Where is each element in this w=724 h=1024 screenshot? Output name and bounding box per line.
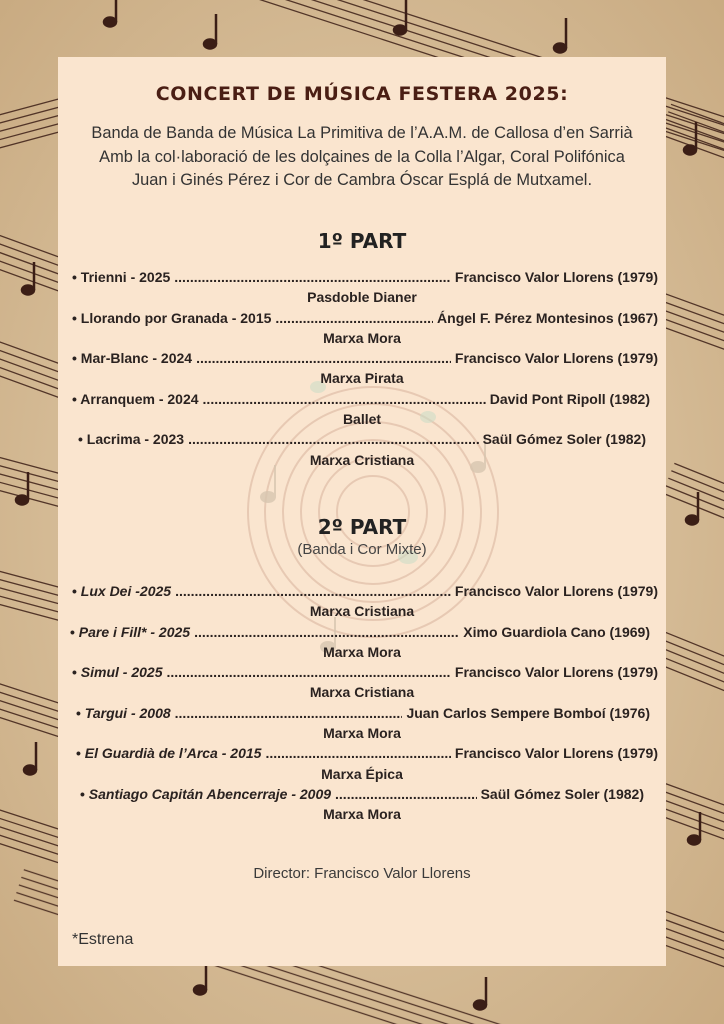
intro-line: Amb la col·laboració de les dolçaines de la Colla l’Algar, Coral Polifónica bbox=[99, 147, 625, 166]
composer: Saül Gómez Soler (1982) bbox=[482, 431, 646, 448]
piece-style: Marxa Mora bbox=[323, 643, 401, 660]
composer: Saül Gómez Soler (1982) bbox=[480, 785, 644, 802]
piece-title: • Mar-Blanc - 2024 bbox=[72, 350, 193, 367]
piece-title: • Llorando por Granada - 2015 bbox=[72, 309, 272, 326]
dot-leader bbox=[275, 310, 433, 326]
bullet: • bbox=[76, 704, 81, 721]
piece-style: Marxa Mora bbox=[323, 725, 401, 742]
piece-style: Marxa Épica bbox=[321, 765, 403, 782]
piece-title: Targui - 2008 bbox=[84, 704, 171, 721]
piece-style: Marxa Mora bbox=[323, 329, 401, 346]
program-entry bbox=[66, 624, 658, 644]
part-2-subtitle: (Banda i Cor Mixte) bbox=[297, 541, 427, 558]
program-entry bbox=[66, 310, 658, 330]
piece-title: El Guardià de l’Arca - 2015 bbox=[84, 745, 262, 762]
dot-leader bbox=[203, 391, 486, 407]
piece-style: Ballet bbox=[342, 411, 382, 428]
composer: Ángel F. Pérez Montesinos (1967) bbox=[437, 309, 658, 326]
bullet: • bbox=[80, 785, 85, 802]
part-1-program bbox=[66, 269, 658, 472]
composer: David Pont Ripoll (1982) bbox=[489, 390, 650, 407]
program-entry bbox=[66, 745, 658, 765]
bullet: • bbox=[76, 745, 81, 762]
piece-title: • Lacrima - 2023 bbox=[78, 431, 185, 448]
dot-leader bbox=[174, 269, 451, 285]
part-2-program bbox=[66, 583, 658, 827]
intro-line: Juan i Ginés Pérez i Cor de Cambra Óscar Esplá de Mutxamel. bbox=[131, 171, 593, 189]
part-2-title: 2º PART bbox=[317, 515, 407, 539]
composer: Francisco Valor Llorens (1979) bbox=[454, 664, 658, 681]
composer: Francisco Valor Llorens (1979) bbox=[454, 745, 658, 762]
program-entry bbox=[66, 391, 658, 411]
program-entry bbox=[66, 705, 658, 725]
dot-leader bbox=[335, 786, 477, 802]
bullet: • bbox=[72, 583, 77, 599]
dot-leader bbox=[175, 583, 451, 599]
composer: Juan Carlos Sempere Bomboí (1976) bbox=[406, 704, 650, 721]
composer: Francisco Valor Llorens (1979) bbox=[454, 350, 658, 367]
piece-style: Pasdoble Dianer bbox=[307, 289, 417, 306]
director-credit: Director: Francisco Valor Llorens bbox=[253, 865, 471, 882]
piece-title: • Arranquem - 2024 bbox=[72, 390, 199, 407]
piece-title: Simul - 2025 bbox=[80, 664, 163, 681]
piece-style: Marxa Cristiana bbox=[309, 684, 415, 701]
dot-leader bbox=[188, 431, 479, 447]
piece-style: Marxa Cristiana bbox=[309, 603, 415, 620]
program-entry bbox=[66, 350, 658, 370]
intro-text bbox=[58, 122, 666, 193]
bullet: • bbox=[70, 623, 75, 640]
dot-leader bbox=[194, 624, 459, 640]
premiere-footnote: *Estrena bbox=[72, 931, 134, 948]
piece-title: • Trienni - 2025 bbox=[72, 269, 171, 285]
composer: Francisco Valor Llorens (1979) bbox=[454, 583, 658, 599]
program-entry bbox=[66, 269, 658, 289]
composer: Ximo Guardiola Cano (1969) bbox=[463, 623, 650, 640]
bullet: • bbox=[72, 664, 77, 681]
dot-leader bbox=[167, 664, 451, 680]
program-entry bbox=[66, 786, 658, 806]
concert-title: CONCERT DE MÚSICA FESTERA 2025: bbox=[155, 83, 569, 105]
piece-style: Marxa Cristiana bbox=[309, 451, 415, 468]
piece-style: Marxa Mora bbox=[323, 806, 401, 823]
composer: Francisco Valor Llorens (1979) bbox=[454, 269, 658, 285]
dot-leader bbox=[265, 745, 450, 761]
piece-title: Santiago Capitán Abencerraje - 2009 bbox=[88, 785, 332, 802]
dot-leader bbox=[196, 350, 451, 366]
piece-title: Pare i Fill* - 2025 bbox=[78, 623, 191, 640]
dot-leader bbox=[175, 705, 403, 721]
piece-title: Lux Dei -2025 bbox=[80, 583, 172, 599]
intro-line: Banda de Banda de Música La Primitiva de l’A.A.M. de Callosa d’en Sarrià bbox=[91, 124, 633, 142]
part-1-title: 1º PART bbox=[317, 229, 407, 253]
piece-style: Marxa Pirata bbox=[320, 370, 404, 387]
program-entry bbox=[66, 431, 658, 451]
program-card bbox=[58, 57, 666, 966]
program-entry bbox=[66, 664, 658, 684]
program-entry bbox=[66, 583, 658, 603]
